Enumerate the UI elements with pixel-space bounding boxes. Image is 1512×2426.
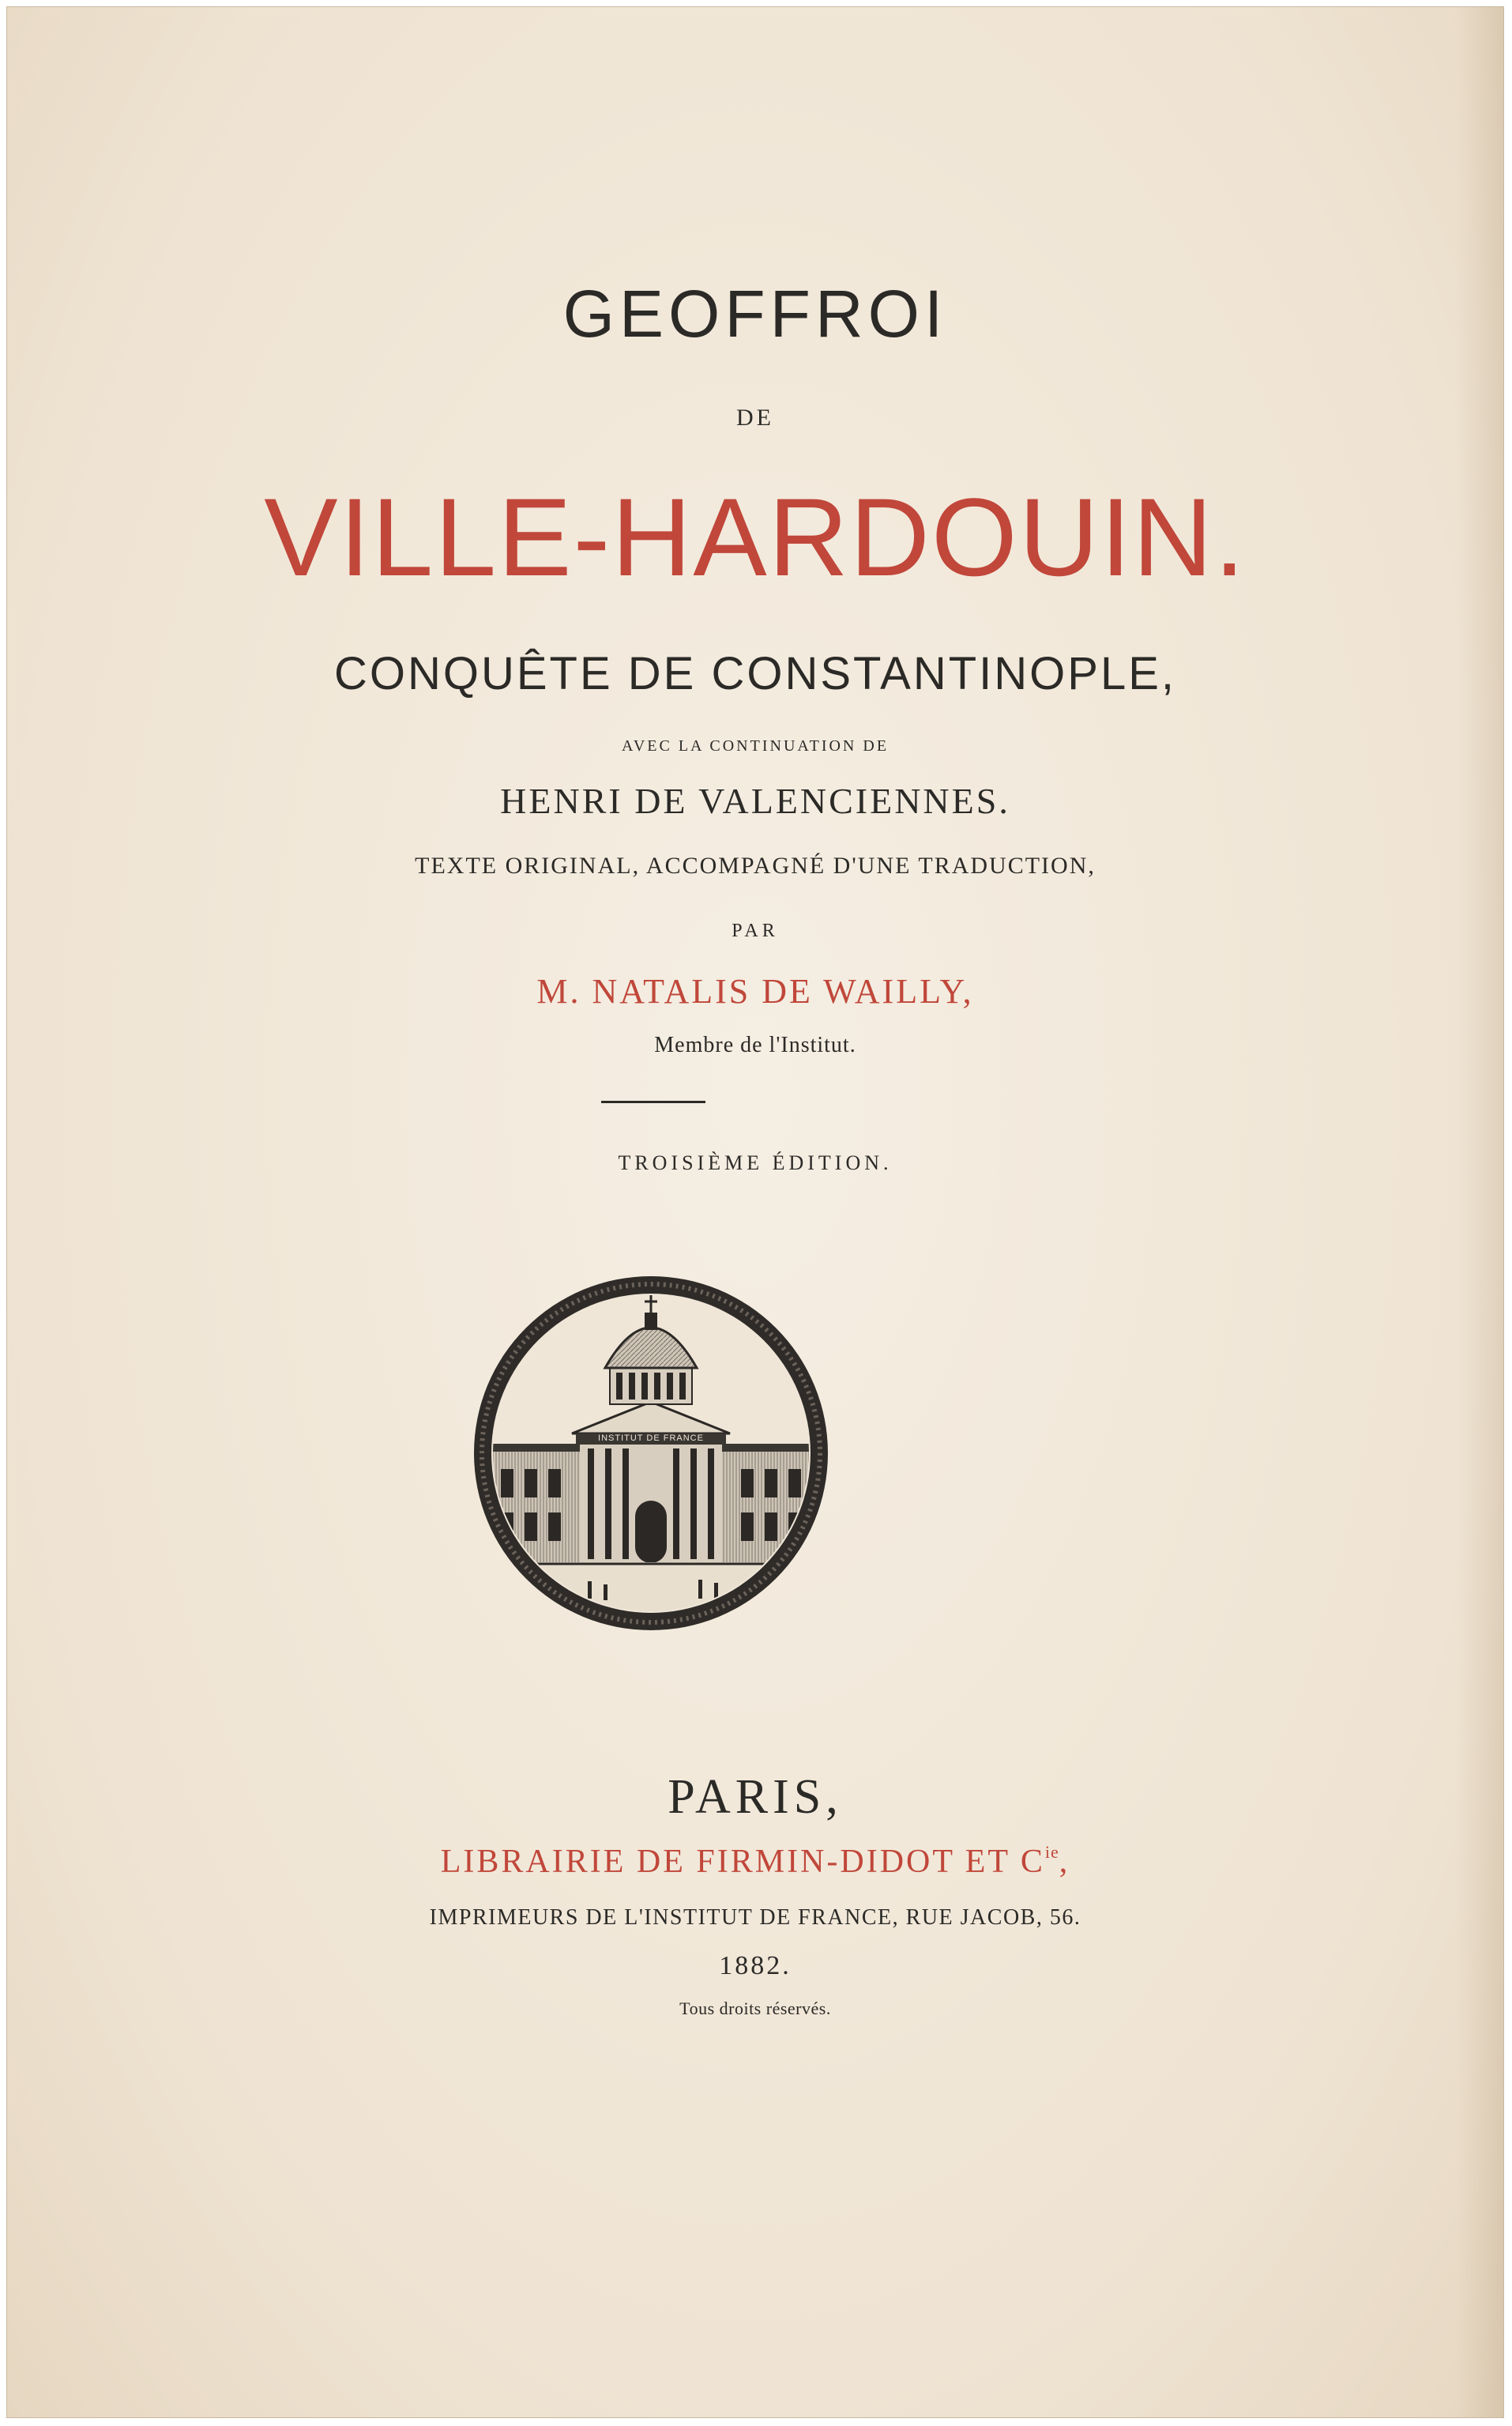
- imprint-printers: IMPRIMEURS DE L'INSTITUT DE FRANCE, RUE JACOB, 56.: [429, 1905, 1081, 1930]
- imprint-year: 1882.: [719, 1951, 792, 1980]
- editor-title: Membre de l'Institut.: [654, 1033, 856, 1057]
- edition-statement: TROISIÈME ÉDITION.: [618, 1151, 893, 1174]
- text-note: TEXTE ORIGINAL, ACCOMPAGNÉ D'UNE TRADUCTION,: [415, 853, 1096, 879]
- imprint-publisher: LIBRAIRIE DE FIRMIN-DIDOT ET $C^{ie}$,: [440, 1842, 1070, 1880]
- author-last-name: VILLE-HARDOUIN.: [264, 475, 1247, 599]
- continuation-note: AVEC LA CONTINUATION DE: [621, 737, 890, 755]
- editor-name: M. NATALIS DE WAILLY,: [536, 972, 974, 1011]
- imprint-city: PARIS,: [668, 1770, 843, 1824]
- publisher-name: LIBRAIRIE DE FIRMIN-DIDOT ET C: [440, 1844, 1045, 1880]
- medallion-inscription: INSTITUT DE FRANCE: [598, 1433, 704, 1443]
- title-page: [6, 6, 1504, 2418]
- institut-medallion-engraving: [469, 1271, 833, 1635]
- publisher-suffix: ie: [1044, 1842, 1059, 1862]
- by-label: PAR: [732, 921, 779, 941]
- page-edge-shadow: [1456, 7, 1503, 2417]
- divider-rule: [601, 1101, 705, 1103]
- continuator-name: HENRI DE VALENCIENNES.: [500, 781, 1010, 821]
- work-title: CONQUÊTE DE CONSTANTINOPLE,: [333, 648, 1177, 699]
- author-first-name: GEOFFROI: [562, 277, 948, 351]
- author-particle: DE: [736, 405, 774, 431]
- rights-notice: Tous droits réservés.: [679, 1998, 831, 2018]
